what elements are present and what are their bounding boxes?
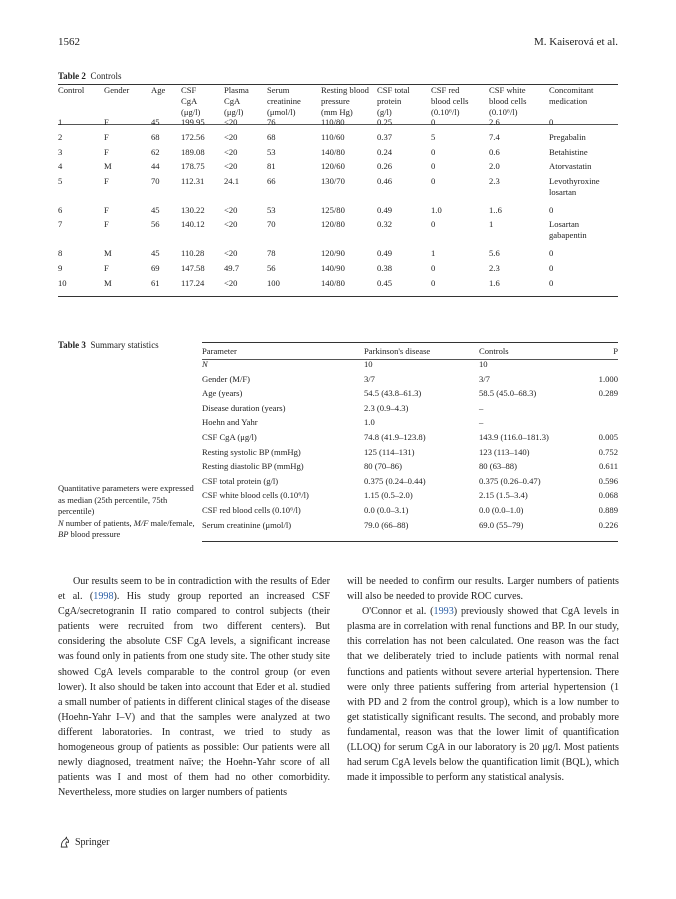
header-line: (g/l) [377,106,392,117]
table2-header-cell [549,85,618,117]
header-line: CSF [181,85,197,95]
header-line: CSF total [377,85,410,95]
abbrev-n: N [58,517,64,528]
table-cell: 0 [549,248,554,259]
table-cell: <20 [224,204,238,215]
page-number: 1562 [58,36,80,48]
table-cell: 1 [431,248,436,259]
table-cell: 0.49 [377,248,393,259]
table2-header-cell [267,85,321,117]
table-cell: 10 [364,359,373,369]
table-cell: 7.4 [489,131,500,142]
table-cell: 172.56 [181,131,205,142]
body-column-left [58,574,330,800]
table-cell: 80 (70–86) [364,461,402,472]
table-cell: 61 [151,277,160,288]
table-cell [579,403,618,418]
table3-header-cell: P [613,346,618,356]
table-cell: 68 [151,131,160,142]
table2-title: Controls [90,71,122,81]
header-line: creatinine [267,95,301,106]
table-cell: 140/90 [321,262,345,273]
table3 [202,345,618,534]
table-cell: 5.6 [489,248,500,259]
table-cell: 49.7 [224,262,240,273]
table-cell: 69 [151,262,160,273]
table-cell: 45 [151,204,160,215]
table-cell: F [104,175,109,186]
table-cell: 0.24 [377,146,393,157]
table-row [202,447,618,462]
table-cell: 0.25 [377,117,393,128]
table-cell: 0 [431,161,436,172]
table-cell: 0.6 [489,146,500,157]
table-cell: 0.226 [598,519,618,530]
table-cell: 0.45 [377,277,393,288]
paragraph-continuation: will be needed to confirm our results. Larger numbers of patients will also be needed to provide ROC curves. [347,576,619,603]
table-cell: <20 [224,277,238,288]
table-cell: M [104,161,112,172]
table-cell: – [479,417,484,428]
table-cell: <20 [224,248,238,259]
table-cell: 199.95 [181,117,205,128]
table-row [58,205,618,220]
table-cell: 117.24 [181,277,205,288]
table-row [58,117,618,132]
table-cell: 0.0 (0.0–1.0) [479,504,524,515]
table-cell: Betahistine [549,146,588,157]
table-row [58,132,618,147]
table3-note-quant: Quantitative parameters were expressed as median (25th percentile, 75th percentile) [58,483,194,517]
table-cell: 1 [58,117,63,128]
table-cell: 125/80 [321,204,345,215]
table-cell: 0.49 [377,204,393,215]
table2-header-cell [104,85,151,117]
text-run: ) previously showed that CgA levels in plasma are in correlation with renal functions and BP. In our study, this correlation has not been calculated. One reason was the fact that we deliberately tried to include patients with normal renal functions and patients without severe arterial hypertension. There were only three patients suffering from arterial hypertension (1 with PD and 2 from the control group), which is a low number to get statistically significant results. The second, and probably more fundamental, reason was that the lower limit of quantification (LLOQ) for serum CgA in our laboratory is 20 μg/l. Most patients had serum CgA levels below the quantification limit (BQL), which made it impossible to perform any statistical analysis. [347,606,619,784]
table-cell: 0 [431,175,436,186]
table-cell: Resting systolic BP (mmHg) [202,446,301,457]
table-cell: 0.068 [598,490,618,501]
table2-header-cell [377,85,431,117]
springer-horse-icon [58,836,71,849]
table-row [202,490,618,505]
table-cell: 69.0 (55–79) [479,519,524,530]
table-row [58,278,618,293]
table-cell [579,417,618,432]
table-cell: 10 [479,359,488,369]
table-cell: 62 [151,146,160,157]
table-cell: 1 [489,219,494,230]
table-cell: F [104,146,109,157]
table-cell: 0.596 [598,475,618,486]
table3-footnote [58,483,198,541]
table-cell: 1.0 [431,204,442,215]
table-cell: 0.752 [598,446,618,457]
table-cell: 2.15 (1.5–3.4) [479,490,528,501]
table-cell: 44 [151,161,160,172]
table-cell: 178.75 [181,161,205,172]
table-cell: 189.08 [181,146,205,157]
header-line: Serum [267,85,290,95]
table-cell: 3/7 [479,373,490,384]
header-line: (μmol/l) [267,106,296,117]
header-line: (μg/l) [181,106,201,117]
table3-label: Table 3 [58,340,86,350]
table3-header-cell: Controls [479,346,509,356]
table-cell: Disease duration (years) [202,402,286,413]
table-cell: F [104,262,109,273]
table-row [58,147,618,162]
header-line: Gender [104,85,130,95]
table-cell: Gender (M/F) [202,373,250,384]
table2-header-row [58,85,618,117]
table-cell: F [104,117,109,128]
table-cell: 1.000 [598,373,618,384]
paragraph-eder [58,574,330,800]
table-cell: <20 [224,219,238,230]
table-cell: 2.3 (0.9–4.3) [364,402,409,413]
table-cell: M [104,277,112,288]
table-cell: 0.38 [377,262,393,273]
table-cell: 120/80 [321,219,345,230]
table-cell: 53 [267,204,276,215]
body-column-right [347,574,619,785]
table-cell: 68 [267,131,276,142]
table-cell: 54.5 (43.8–61.3) [364,388,422,399]
table2-header-cell [151,85,181,117]
table-row [202,359,618,374]
header-line: Plasma [224,85,249,95]
header-line: Control [58,85,85,95]
abbrev-mf-text: male/female, [148,517,195,528]
header-line: (0.10⁶/l) [431,106,460,117]
table-cell: 130.22 [181,204,205,215]
abbrev-mf: M/F [133,517,149,528]
header-line: pressure [321,95,350,106]
header-line: (μg/l) [224,106,244,117]
table2-header-cell [224,85,267,117]
paragraph-oconnor [347,604,619,785]
table-cell: 79.0 (66–88) [364,519,409,530]
text-run: O'Connor et al. ( [362,606,434,618]
table-cell: 3/7 [364,373,375,384]
table3-header-cell: Parameter [202,346,237,356]
table-cell: Hoehn and Yahr [202,417,258,428]
table-cell: 140.12 [181,219,205,230]
table-row [202,417,618,432]
table-cell: 70 [151,175,160,186]
table-cell: CSF total protein (g/l) [202,475,279,486]
publisher-name: Springer [75,837,110,848]
table2-bottom-rule [58,296,618,297]
table-cell: Levothyroxine losartan [549,175,600,197]
table-cell: 0.611 [598,461,618,472]
table2 [58,85,618,292]
table-cell: 74.8 (41.9–123.8) [364,431,426,442]
table-cell: 5 [431,131,436,142]
table-cell: 0.26 [377,161,393,172]
header-line: Resting blood [321,85,369,95]
text-run: ). His study group reported an increased CSF CgA/secretogranin II ratio compared to control subjects (their patients were recruited from two different centers). But considering the absolute CSF CgA levels, a significant increase was found only in patients from one study site. The other study site showed CgA levels comparable to the control group (or even lower). It also should be taken into account that Eder et al. studied a small number of patients in different clinical stages of the disease (Hoehn-Yahr I–V) and that the samples were analyzed at two different laboratories. In contrast, we tried to study as homogeneous group of patients as possible: Our patients were all newly diagnosed, treatment naïve; the Hoehn-Yahr score of all patients was I and most of them had no other comorbidity. Nevertheless, more studies on larger numbers of patients [58,591,330,799]
table-cell: 8 [58,248,63,259]
table-cell: 24.1 [224,175,240,186]
table-cell: 9 [58,262,63,273]
table-cell: F [104,219,109,230]
table2-header-cell [181,85,224,117]
running-authors: M. Kaiserová et al. [534,36,618,48]
header-line: CSF white [489,85,526,95]
table-row [202,432,618,447]
header-line: CgA [181,95,198,106]
table-cell: 120/90 [321,248,345,259]
table-cell: 1.6 [489,277,500,288]
table3-caption [58,340,159,350]
table-cell: Losartan gabapentin [549,219,587,241]
table-cell: 140/80 [321,146,345,157]
table-cell: 58.5 (45.0–68.3) [479,388,537,399]
table-cell: 0.46 [377,175,393,186]
table-cell: <20 [224,161,238,172]
table-cell: 0.889 [598,504,618,515]
table3-header-cell: Parkinson's disease [364,346,431,356]
table-cell: 1..6 [489,204,502,215]
table-cell: 120/60 [321,161,345,172]
table-cell: 4 [58,161,63,172]
table-cell: 112.31 [181,175,205,186]
table-row [58,176,618,205]
table-cell: 1.15 (0.5–2.0) [364,490,413,501]
table-cell: Resting diastolic BP (mmHg) [202,461,304,472]
text-run: Our results seem to be in contradiction with the results of Eder et al. ( [58,576,330,603]
table2-header-cell [58,85,104,117]
table-cell: 1.0 [364,417,375,428]
table-cell: 110/80 [321,117,345,128]
table-cell: <20 [224,131,238,142]
table-cell: F [104,204,109,215]
table-cell: 0.0 (0.0–3.1) [364,504,409,515]
table-cell: 56 [151,219,160,230]
table-cell: 2.0 [489,161,500,172]
table-cell: CSF CgA (μg/l) [202,431,257,442]
table3-note-abbrev [58,518,198,541]
table-cell: 76 [267,117,276,128]
abbrev-bp-text: blood pressure [68,529,121,540]
table-cell: 0 [549,117,554,128]
table-row [58,161,618,176]
table-cell: 140/80 [321,277,345,288]
table-row [202,476,618,491]
table-row [202,461,618,476]
table-cell: CSF white blood cells (0.10⁶/l) [202,490,309,501]
table-cell: 0.32 [377,219,393,230]
table-row [58,248,618,263]
abbrev-n-text: number of patients, [63,517,134,528]
header-line: medication [549,95,588,106]
header-line: blood cells [431,95,469,106]
table-cell: 0.375 (0.26–0.47) [479,475,541,486]
table-cell: 56 [267,262,276,273]
table2-header-cell [489,85,549,117]
citation-link-1998[interactable]: 1998 [93,591,114,603]
table-cell: 66 [267,175,276,186]
table-cell: Serum creatinine (μmol/l) [202,519,292,530]
table-cell: 2 [58,131,63,142]
table2-header-cell [431,85,489,117]
table3-bottom-rule [202,541,618,542]
table-cell: – [479,402,484,413]
table-cell: 81 [267,161,276,172]
table2-caption [58,71,121,81]
table-cell: 45 [151,248,160,259]
table-cell: 10 [58,277,67,288]
table-row [202,403,618,418]
table3-top-rule [202,342,618,343]
header-line: CSF red [431,85,460,95]
table-cell: CSF red blood cells (0.10⁶/l) [202,504,301,515]
table-cell: <20 [224,146,238,157]
table-cell: <20 [224,117,238,128]
table-cell: 6 [58,204,63,215]
table-cell: 53 [267,146,276,157]
table3-title: Summary statistics [90,340,159,350]
publisher-footer [58,836,109,849]
table-cell: N [202,359,208,369]
table-cell: 0.005 [598,431,618,442]
citation-link-1993[interactable]: 1993 [433,606,454,618]
table-cell: M [104,248,112,259]
table-cell: 110.28 [181,248,205,259]
table-cell: 7 [58,219,63,230]
table-cell: 2.3 [489,175,500,186]
table-cell: 0.375 (0.24–0.44) [364,475,426,486]
table-row [202,520,618,535]
table-cell: 2.3 [489,262,500,273]
header-line: blood cells [489,95,527,106]
table-cell: 78 [267,248,276,259]
table2-label: Table 2 [58,71,86,81]
table-cell: 0 [549,204,554,215]
table-cell: Atorvastatin [549,161,592,172]
table-cell: 0 [549,277,554,288]
header-line: (0.10⁶/l) [489,106,518,117]
table-cell: 0 [431,117,436,128]
table-cell: 147.58 [181,262,205,273]
table-row [202,388,618,403]
table-cell: 143.9 (116.0–181.3) [479,431,549,442]
table-row [58,263,618,278]
header-line: (mm Hg) [321,106,353,117]
table-cell: 70 [267,219,276,230]
table-cell: 2.6 [489,117,500,128]
header-line: Concomitant [549,85,594,95]
table-row [202,505,618,520]
table-cell: 130/70 [321,175,345,186]
table-cell: Age (years) [202,388,243,399]
table-cell: F [104,131,109,142]
table-cell: 5 [58,175,63,186]
table-cell: 0 [549,262,554,273]
table-cell: 123 (113–140) [479,446,530,457]
table-cell: 100 [267,277,280,288]
table-cell: 45 [151,117,160,128]
table-cell: 0 [431,146,436,157]
table2-header-cell [321,85,377,117]
table-cell: 80 (63–88) [479,461,517,472]
abbrev-bp: BP [58,529,69,540]
table-cell: 3 [58,146,63,157]
table-cell [579,359,618,374]
table-cell: 125 (114–131) [364,446,415,457]
table-cell: 0.37 [377,131,393,142]
table-cell: 0 [431,219,436,230]
table-row [202,374,618,389]
table3-header-row [202,345,618,359]
table-cell: Pregabalin [549,131,586,142]
header-line: protein [377,95,402,106]
table-row [58,219,618,248]
table-cell: 0 [431,277,436,288]
header-line: Age [151,85,166,95]
table-cell: 0 [431,262,436,273]
table-cell: 0.289 [598,388,618,399]
header-line: CgA [224,95,241,106]
table-cell: 110/60 [321,131,345,142]
